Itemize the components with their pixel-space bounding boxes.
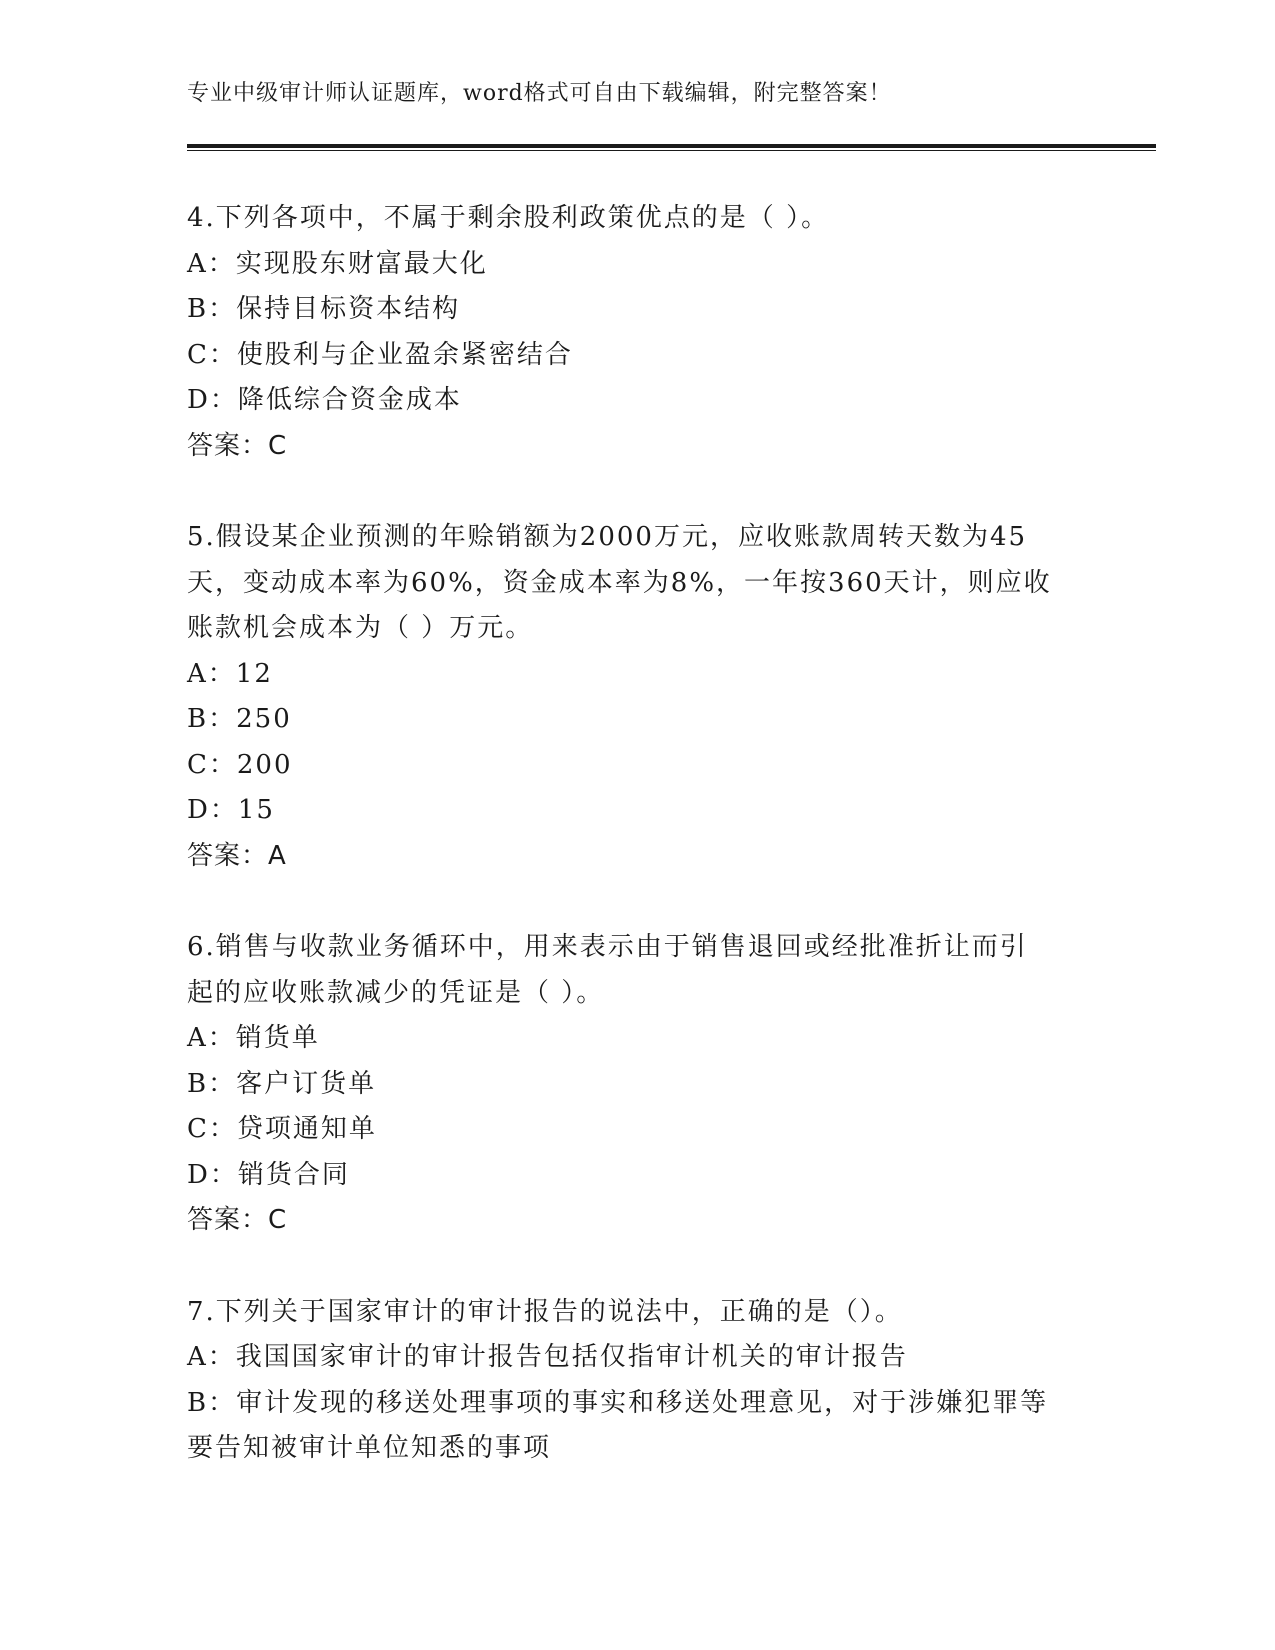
option-a: A：我国国家审计的审计报告包括仅指审计机关的审计报告 — [187, 1342, 908, 1372]
answer: 答案：C — [187, 430, 288, 461]
question-4 — [187, 196, 1087, 469]
option-b: B：250 — [187, 704, 292, 734]
option-c: C：200 — [187, 749, 293, 780]
option-c: C：贷项通知单 — [187, 1114, 377, 1144]
question-stem: 7.下列关于国家审计的审计报告的说法中，正确的是（）。 — [187, 1296, 903, 1327]
option-b: B：保持目标资本结构 — [187, 294, 461, 324]
header-divider-thick — [187, 144, 1156, 148]
option-c: C：使股利与企业盈余紧密结合 — [187, 339, 573, 370]
page-header: 专业中级审计师认证题库，word格式可自由下载编辑，附完整答案！ — [187, 81, 892, 106]
answer: 答案：C — [187, 1205, 288, 1235]
question-stem: 账款机会成本为（ ）万元。 — [187, 613, 534, 643]
question-list — [187, 196, 1087, 1518]
question-6 — [187, 925, 1087, 1244]
option-d: D：降低综合资金成本 — [187, 385, 462, 415]
option-a: A：实现股东财富最大化 — [187, 248, 488, 279]
option-b-continued: 要告知被审计单位知悉的事项 — [187, 1433, 552, 1463]
option-b: B：审计发现的移送处理事项的事实和移送处理意见，对于涉嫌犯罪等 — [187, 1387, 1049, 1418]
answer: 答案：A — [187, 840, 287, 871]
option-b: B：客户订货单 — [187, 1068, 377, 1099]
option-d: D：15 — [187, 795, 275, 825]
question-stem: 4.下列各项中，不属于剩余股利政策优点的是（ ）。 — [187, 203, 830, 233]
question-stem: 6.销售与收款业务循环中，用来表示由于销售退回或经批准折让而引 — [187, 932, 1028, 962]
question-stem: 起的应收账款减少的凭证是（ ）。 — [187, 977, 605, 1008]
question-5 — [187, 515, 1087, 879]
question-7 — [187, 1290, 1087, 1472]
option-d: D：销货合同 — [187, 1159, 350, 1190]
question-stem: 天，变动成本率为60%，资金成本率为8%，一年按360天计，则应收 — [187, 567, 1052, 598]
option-a: A：销货单 — [187, 1023, 320, 1053]
option-a: A：12 — [187, 658, 273, 689]
question-stem: 5.假设某企业预测的年赊销额为2000万元，应收账款周转天数为45 — [187, 522, 1028, 552]
header-divider-thin — [187, 150, 1156, 151]
